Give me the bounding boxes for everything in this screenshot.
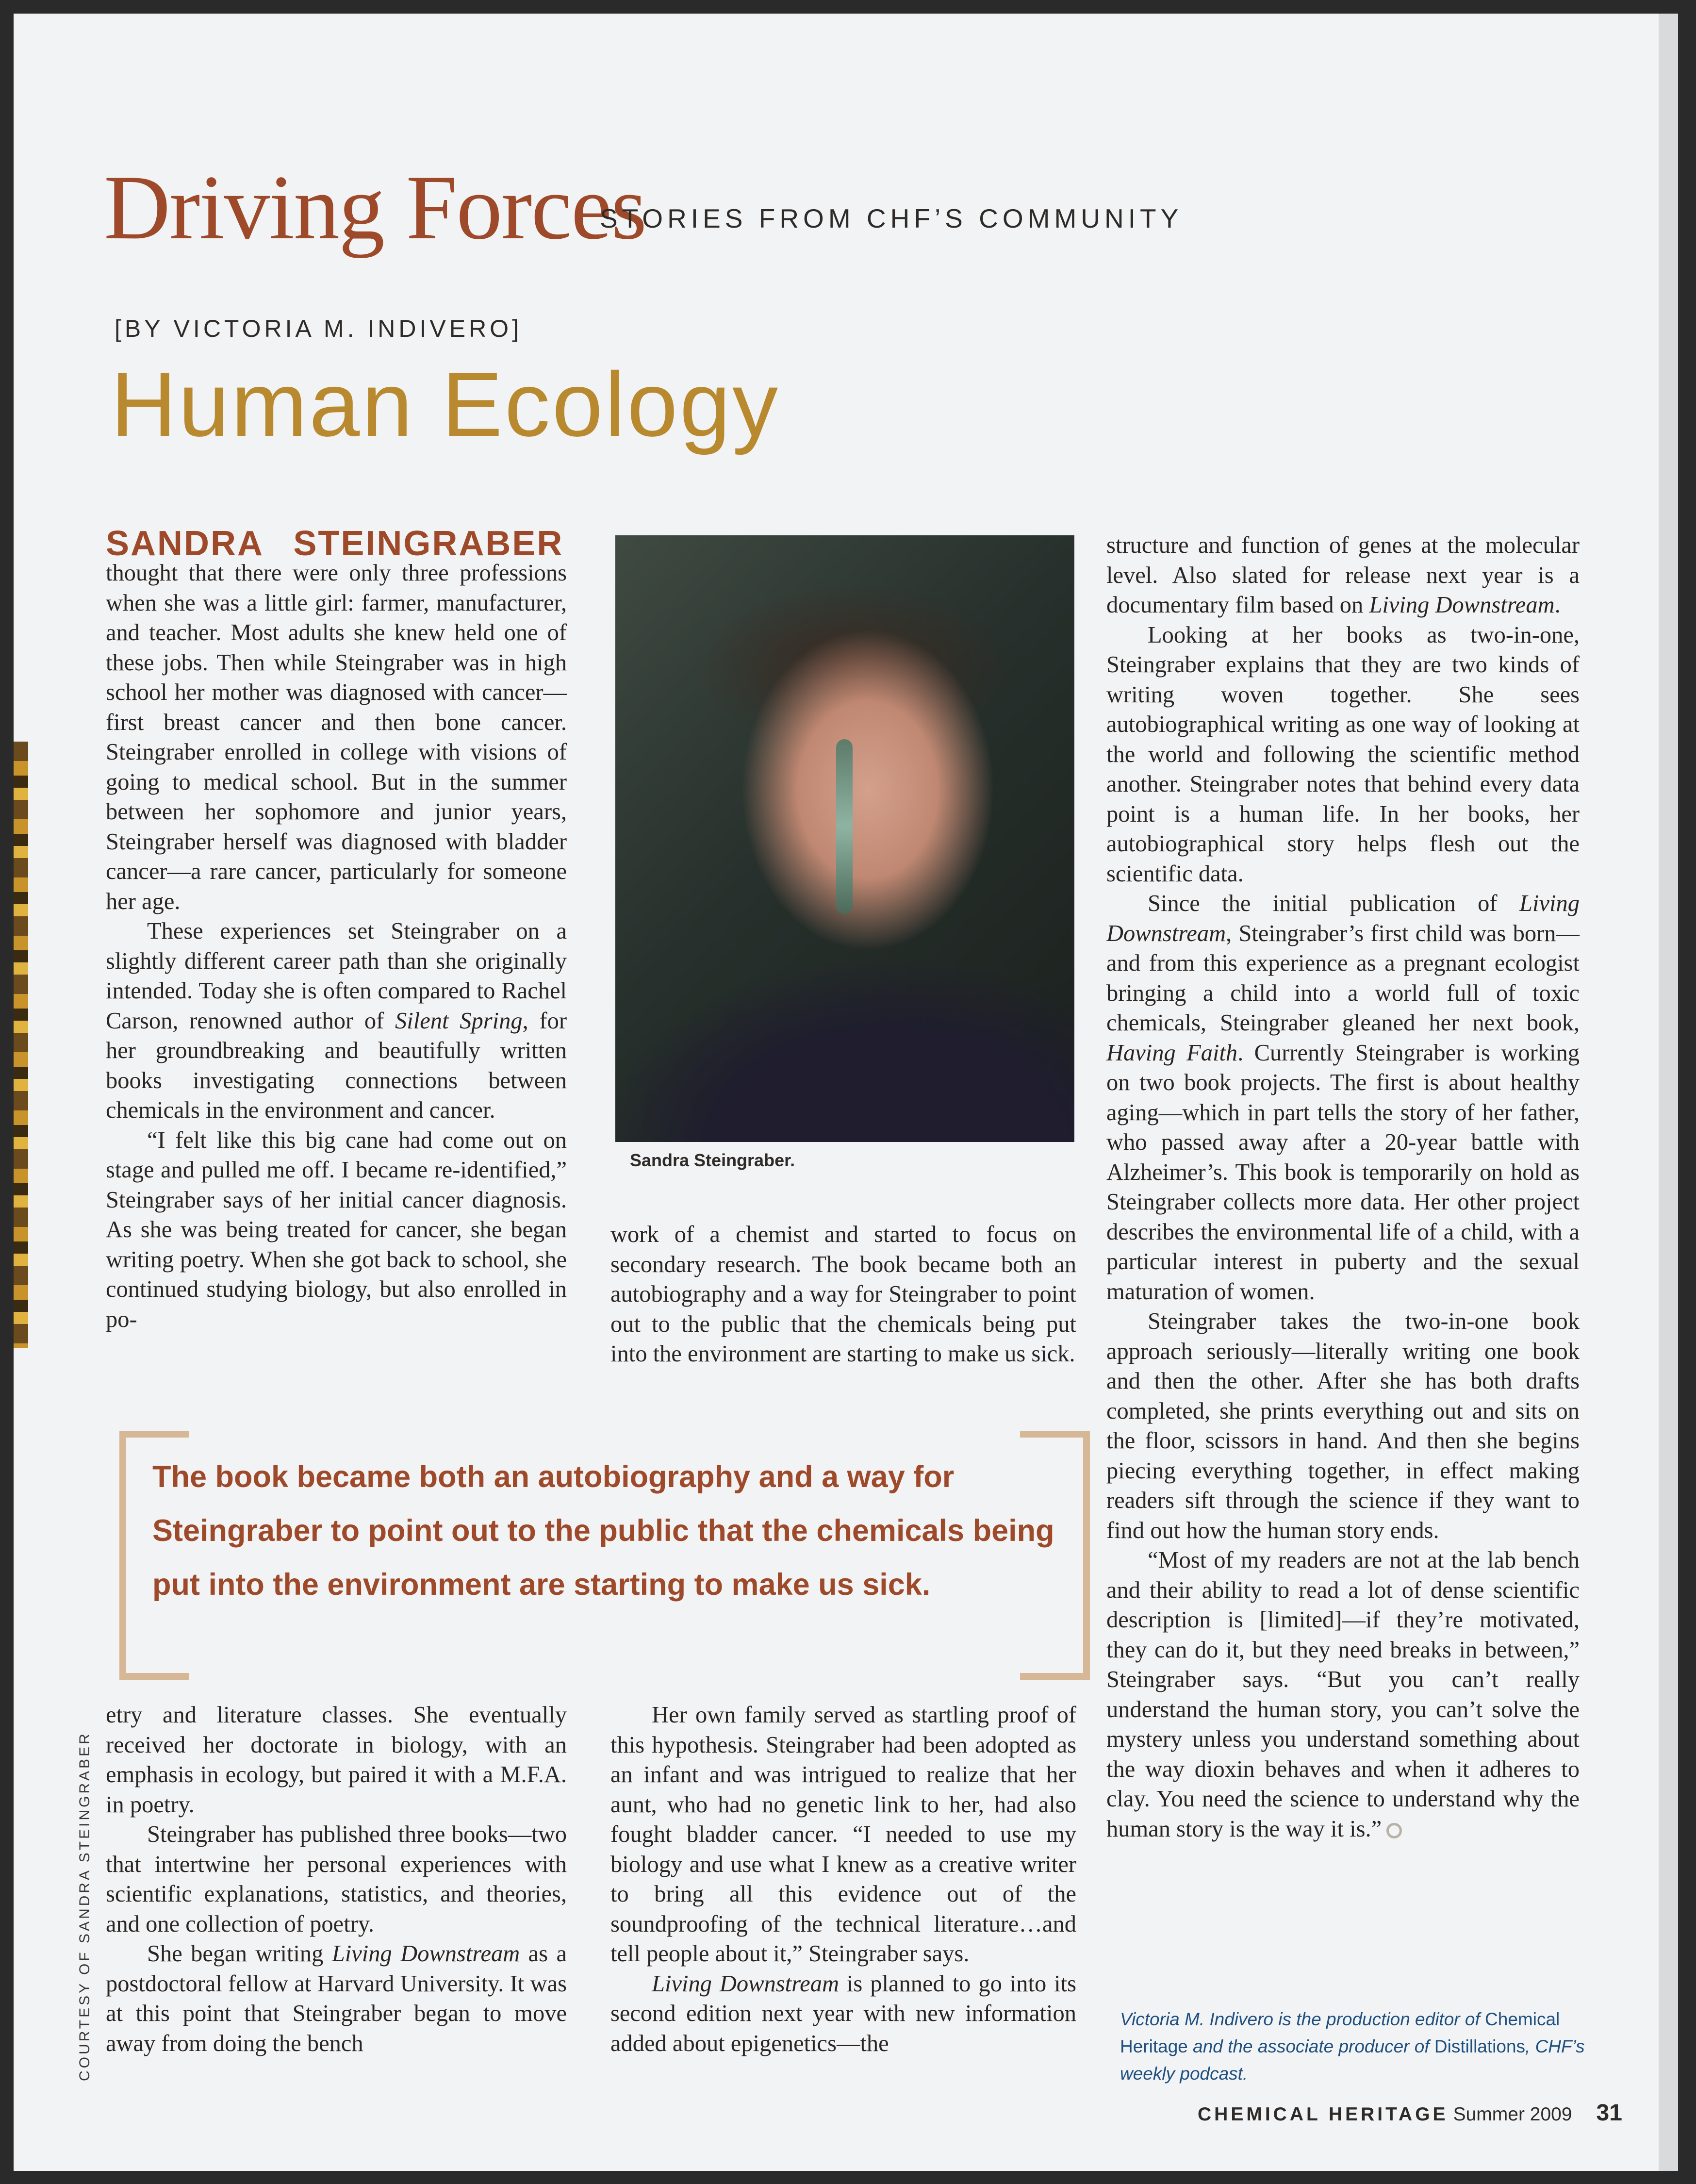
book-title: Living Downstream — [1369, 592, 1555, 618]
book-title: Living Downstream — [652, 1970, 839, 1997]
page-footer — [1198, 2100, 1622, 2126]
earring-detail — [836, 739, 853, 914]
paragraph: Looking at her books as two-in-one, Steingraber explains that they are two kinds of writing woven together. She sees autobiographical writing as one way of looking at the world and following the scientific method another. Steingraber notes that behind every data point is a human life. In her books, her autobiographical story helps flesh out the scientific data. — [1106, 622, 1580, 887]
pull-quote — [119, 1431, 1090, 1683]
adjacent-page-edge — [14, 742, 28, 1348]
author-bio: Victoria M. Indivero is the production editor of Chemical Heritage and the associate producer of Distillations, CHF’s weekly podcast. — [1120, 2009, 1585, 2084]
paragraph: Since the initial publication of Living Downstream, Steingraber’s first child was born—and from this experience as a pregnant ecologist bringing a child into a world full of toxic chemicals, Steingraber gleaned her next book, Having Faith. Currently Steingraber is working on two book projects. The first is about healthy aging—which in part tells the story of her father, who passed away after a 20-year battle with Alzheimer’s. This book is temporarily on hold as Steingraber collects more data. Her other project describes the environmental life of a child, with a particular interest in puberty and the sexual maturation of women. — [1106, 891, 1580, 1305]
column-2-bottom — [610, 1700, 1076, 2058]
column-2-top — [610, 1220, 1076, 1369]
book-title: Silent Spring — [395, 1008, 523, 1034]
column-1-top — [106, 523, 567, 1334]
paragraph: Her own family served as startling proof of this hypothesis. Steingraber had been adopted as an infant and was intrigued to realize that her aunt, who had no genetic link to her, had also fought bladder cancer. “I needed to use my biology and use what I knew as a creative writer to bring all this evidence out of the soundproofing of the technical literature…and tell people about it,” Steingraber says. — [610, 1702, 1076, 1967]
paragraph: Steingraber has published three books—two that intertwine her personal experiences with scientific explanations, statistics, and theories, and one collection of poetry. — [106, 1821, 567, 1937]
portrait-photo — [615, 535, 1074, 1142]
pull-quote-text: The book became both an autobiography and a way for Steingraber to point out to the public that the chemicals being put into the environment are starting to make us sick. — [152, 1460, 1054, 1602]
paragraph: “I felt like this big cane had come out on stage and pulled me off. I became re-identified,” Steingraber says of her initial cancer diagnosis. As she was being treated for cancer, she began writing poetry. When she got back to school, she continued studying biology, but also enrolled in po- — [106, 1127, 567, 1332]
byline: [BY VICTORIA M. INDIVERO] — [115, 315, 522, 342]
issue-date: Summer 2009 — [1453, 2104, 1572, 2125]
end-mark-icon — [1386, 1823, 1402, 1838]
photo-credit: COURTESY OF SANDRA STEINGRABER — [77, 1731, 93, 2081]
column-3 — [1106, 530, 1580, 1844]
column-1-bottom — [106, 1700, 567, 2058]
book-title: Living Downstream — [331, 1941, 520, 1967]
paragraph: etry and literature classes. She eventually received her doctorate in biology, with an emphasis in ecology, but paired it with a M.F.A. in poetry. — [106, 1702, 567, 1818]
section-title: Driving Forces — [104, 157, 646, 259]
page-gutter — [1659, 14, 1678, 2171]
paragraph: These experiences set Steingraber on a slightly different career path than she originally intended. Today she is often compared to Rachel Carson, renowned author of Silent Spring, for her groundbreaking and beautifully written books investigating connections between chemicals in the environment and cancer. — [106, 918, 567, 1123]
paragraph: She began writing Living Downstream as a postdoctoral fellow at Harvard University. It was at this point that Steingraber began to move away from doing the bench — [106, 1941, 567, 2056]
article-headline: Human Ecology — [111, 353, 780, 455]
lead-name: SANDRA STEINGRABER — [106, 524, 564, 563]
book-title: Having Faith — [1106, 1040, 1238, 1066]
paragraph: Living Downstream is planned to go into its second edition next year with new information added about epigenetics—the — [610, 1970, 1076, 2056]
magazine-page — [14, 14, 1678, 2171]
book-title: Living Downstream — [1106, 891, 1580, 946]
paragraph: Steingraber takes the two-in-one book approach seriously—literally writing one book and then the other. After she has both drafts completed, she prints everything out and sits on the floor, scissors in hand. And then she begins piecing everything together, in effect making readers sift through the science if they want to find out how the human story ends. — [1106, 1308, 1580, 1543]
paragraph: work of a chemist and started to focus on secondary research. The book became both an autobiography and a way for Steingraber to point out to the public that the chemicals being put into the environment are starting to make us sick. — [610, 1222, 1076, 1367]
photo-caption: Sandra Steingraber. — [630, 1150, 795, 1170]
paragraph: structure and function of genes at the molecular level. Also slated for release next year is a documentary film based on Living Downstream. — [1106, 532, 1580, 618]
section-subtitle: STORIES FROM CHF’S COMMUNITY — [600, 203, 1183, 233]
magazine-name: CHEMICAL HERITAGE — [1198, 2104, 1449, 2125]
paragraph: “Most of my readers are not at the lab bench and their ability to read a lot of dense scientific description is [limited]—if they’re motivated, they can do it, but they need breaks in between,” Steingraber says. “But you can’t really understand the human story, you can’t solve the mystery unless you understand something about the way dioxin behaves and when it adheres to clay. You need the science to understand why the human story is the way it is.” — [1106, 1547, 1580, 1842]
paragraph: thought that there were only three professions when she was a little girl: farmer, manufacturer, and teacher. Most adults she knew held one of these jobs. Then while Steingraber was in high school her mother was diagnosed with cancer—first breast cancer and then bone cancer. Steingraber enrolled in college with visions of going to medical school. But in the summer between her sophomore and junior years, Steingraber herself was diagnosed with bladder cancer—a rare cancer, particularly for someone her age. — [106, 560, 567, 914]
page-number: 31 — [1596, 2100, 1622, 2126]
